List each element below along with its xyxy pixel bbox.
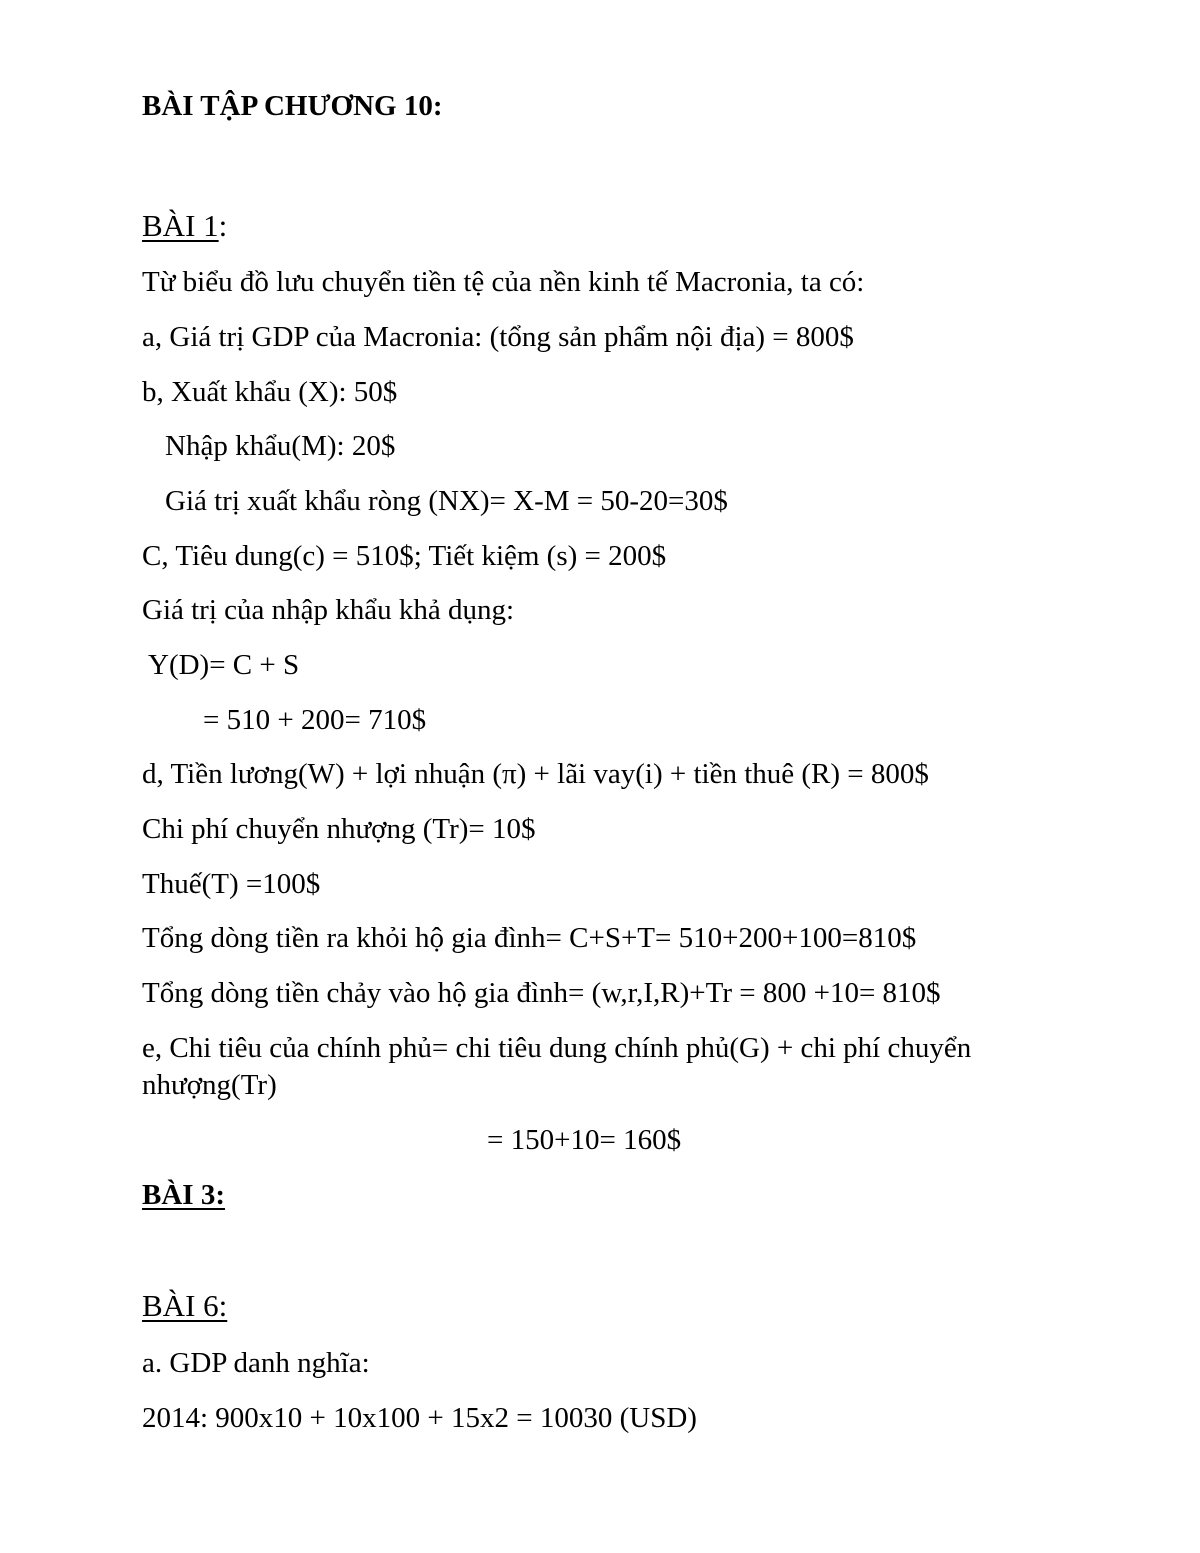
bai1-heading-colon: :	[218, 208, 228, 243]
bai3-heading: BÀI 3:	[142, 1179, 225, 1211]
bai6-line-2014: 2014: 900x10 + 10x100 + 15x2 = 10030 (USD)	[142, 1402, 697, 1434]
bai1-heading	[142, 208, 227, 244]
bai1-formula-yd: Y(D)= C + S	[148, 649, 300, 681]
bai1-line-tax: Thuế(T) =100$	[142, 868, 321, 900]
bai1-line-d: d, Tiền lương(W) + lợi nhuận (π) + lãi vay(i) + tiền thuê (R) = 800$	[142, 758, 929, 790]
bai1-line-c: C, Tiêu dung(c) = 510$; Tiết kiệm (s) = 200$	[142, 540, 667, 572]
bai1-line-net-export: Giá trị xuất khẩu ròng (NX)= X-M = 50-20=30$	[165, 485, 728, 517]
bai1-line-a: a, Giá trị GDP của Macronia: (tổng sản phẩm nội địa) = 800$	[142, 321, 854, 353]
bai1-line-b-export: b, Xuất khẩu (X): 50$	[142, 376, 398, 408]
bai6-heading: BÀI 6:	[142, 1288, 228, 1323]
bai1-heading-text: BÀI 1	[142, 208, 219, 243]
bai6-line-a: a. GDP danh nghĩa:	[142, 1347, 370, 1379]
bai1-line-e: e, Chi tiêu của chính phủ= chi tiêu dung chính phủ(G) + chi phí chuyển	[142, 1032, 972, 1064]
bai1-line-e-result: = 150+10= 160$	[487, 1124, 682, 1156]
bai1-line-e-cont: nhượng(Tr)	[142, 1069, 277, 1101]
bai1-line-transfer: Chi phí chuyển nhượng (Tr)= 10$	[142, 813, 536, 845]
bai1-line-outflow: Tổng dòng tiền ra khỏi hộ gia đình= C+S+T= 510+200+100=810$	[142, 922, 917, 954]
bai1-line-inflow: Tổng dòng tiền chảy vào hộ gia đình= (w,r,I,R)+Tr = 800 +10= 810$	[142, 977, 941, 1009]
bai1-line-disposable: Giá trị của nhập khẩu khả dụng:	[142, 594, 515, 626]
bai1-formula-result: = 510 + 200= 710$	[203, 704, 427, 736]
bai1-line-import: Nhập khẩu(M): 20$	[165, 430, 396, 462]
chapter-title: BÀI TẬP CHƯƠNG 10:	[142, 90, 443, 122]
bai1-intro: Từ biểu đồ lưu chuyển tiền tệ của nền kinh tế Macronia, ta có:	[142, 266, 865, 298]
